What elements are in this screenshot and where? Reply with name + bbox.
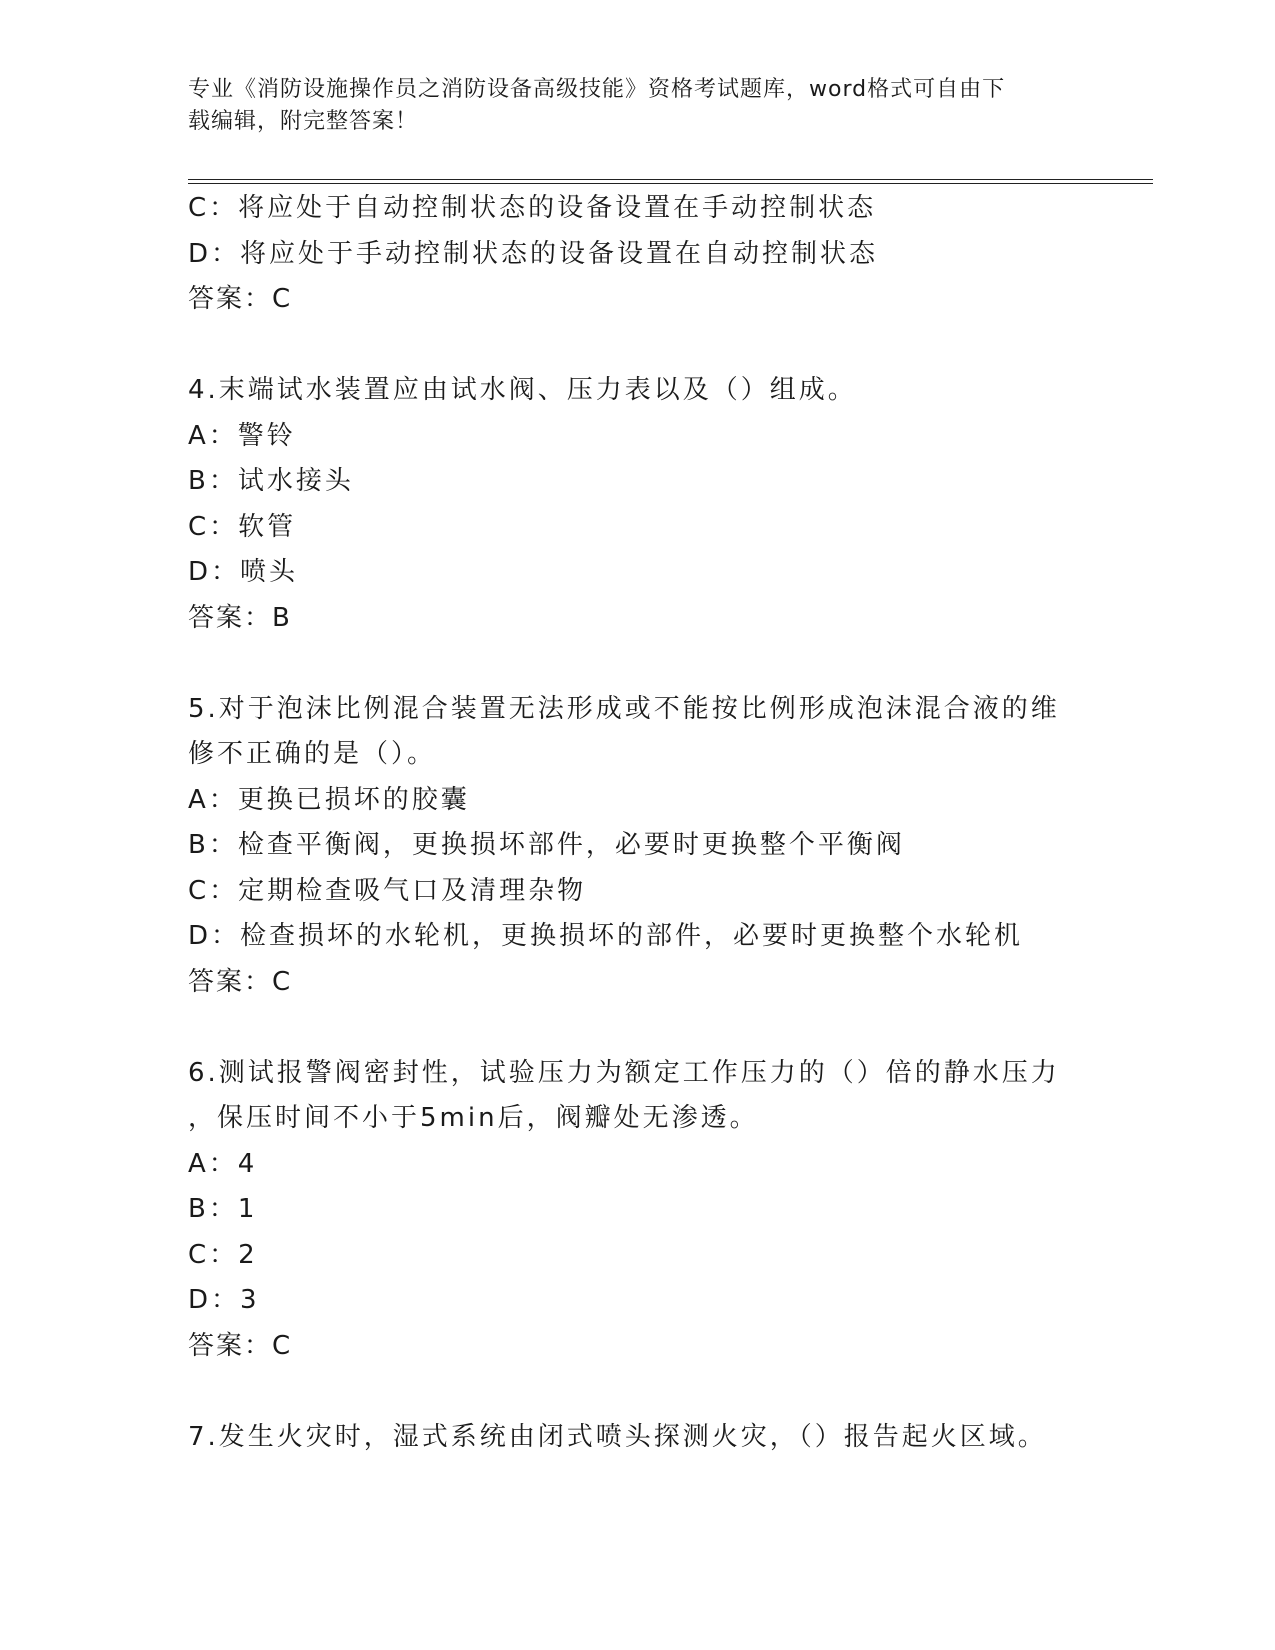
question-stem: 7.发生火灾时，湿式系统由闭式喷头探测火灾，（）报告起火区域。 [188, 1421, 1047, 1452]
option-d: D：3 [188, 1285, 260, 1315]
option-c: C：软管 [188, 511, 297, 542]
answer: 答案：C [188, 1330, 293, 1361]
option-b: B：试水接头 [188, 466, 354, 496]
continued-question [188, 186, 1088, 323]
option-d: D：将应处于手动控制状态的设备设置在自动控制状态 [188, 238, 879, 269]
option-d: D：检查损坏的水轮机，更换损坏的部件，必要时更换整个水轮机 [188, 921, 1024, 951]
header-line-1: 专业《消防设施操作员之消防设备高级技能》资格考试题库，word格式可自由下 [188, 77, 1006, 102]
answer: 答案：C [188, 966, 293, 997]
question-4 [188, 368, 1088, 641]
option-b: B：1 [188, 1194, 258, 1224]
question-stem-cont: 修不正确的是（）。 [188, 739, 437, 769]
option-d: D：喷头 [188, 557, 299, 587]
question-6 [188, 1051, 1088, 1370]
question-stem: 6.测试报警阀密封性，试验压力为额定工作压力的（）倍的静水压力 [188, 1057, 1060, 1088]
question-stem: 5.对于泡沫比例混合装置无法形成或不能按比例形成泡沫混合液的维 [188, 693, 1060, 724]
option-c: C：定期检查吸气口及清理杂物 [188, 875, 587, 906]
option-b: B：检查平衡阀，更换损坏部件，必要时更换整个平衡阀 [188, 830, 905, 860]
question-7 [188, 1415, 1088, 1461]
option-c: C：将应处于自动控制状态的设备设置在手动控制状态 [188, 193, 877, 223]
option-a: A：4 [188, 1148, 258, 1179]
option-a: A：更换已损坏的胶囊 [188, 784, 470, 815]
header-divider-bottom [188, 183, 1153, 184]
header-divider-top [188, 179, 1153, 180]
question-stem-cont: ，保压时间不小于5min后，阀瓣处无渗透。 [188, 1103, 759, 1133]
question-stem: 4.末端试水装置应由试水阀、压力表以及（）组成。 [188, 375, 857, 405]
header-line-2: 载编辑，附完整答案！ [188, 109, 419, 134]
question-5 [188, 687, 1088, 1006]
question-list [188, 186, 1088, 1460]
answer: 答案：C [188, 284, 293, 314]
answer: 答案：B [188, 602, 292, 633]
option-c: C：2 [188, 1239, 258, 1270]
option-a: A：警铃 [188, 420, 296, 451]
document-header [188, 74, 1068, 138]
